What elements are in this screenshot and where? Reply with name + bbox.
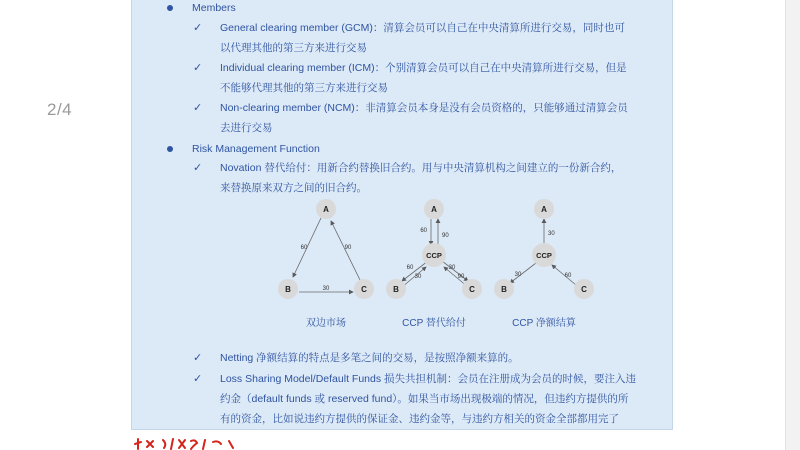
left-gutter [0,0,122,450]
check-icon: ✓ [193,162,203,174]
gcm-line-1: General clearing member (GCM)：清算会员可以自己在中央清算所进行交易，同时也可 [220,22,625,34]
loss-line-3: 有的资金，比如说违约方提供的保证金、违约金等，与违约方相关的资金全部都用完了 [220,413,619,425]
ncm-line-1: Non-clearing member (NCM)：非清算会员本身是没有会员资格的，只能够通过清算会员 [220,102,628,114]
node-c: C [469,285,475,294]
node-a: A [323,205,329,214]
node-b: B [285,285,291,294]
edge-label: 30 [548,231,555,237]
node-a: A [431,205,437,214]
edge-label: 30 [448,265,456,271]
node-c: C [581,285,587,294]
loss-line-1: Loss Sharing Model/Default Funds 损失共担机制：会员在注册成为会员的时候，要注入违 [220,373,637,385]
edge-label: 30 [514,272,522,278]
edge-label: 60 [564,273,572,279]
scrollbar-track[interactable] [785,0,800,450]
novation-line-2: 来替换原来双方之间的旧合约。 [220,182,367,194]
node-c: C [361,285,367,294]
node-b: B [501,285,507,294]
check-icon: ✓ [193,373,203,385]
netting-diagram [494,199,594,329]
gcm-line-2: 以代理其他的第三方来进行交易 [220,42,367,54]
loss-line-2: 约金（default funds 或 reserved fund）。如果当市场出现极端的情况，但违约方提供的所 [220,393,629,405]
caption-netting: CCP 净额结算 [512,318,576,329]
handwritten-annotation [133,436,273,450]
netting-line: Netting 净额结算的特点是多笔之间的交易，是按照净额来算的。 [220,352,519,364]
edge-label: 90 [442,233,449,239]
ncm-line-2: 去进行交易 [220,122,273,134]
caption-bilateral: 双边市场 [306,318,346,329]
bilateral-diagram [278,199,374,329]
node-ccp: CCP [536,251,552,260]
check-icon: ✓ [193,62,203,74]
check-icon: ✓ [193,352,203,364]
members-heading: Members [192,2,236,14]
node-a: A [541,205,547,214]
risk-heading: Risk Management Function [192,143,320,155]
check-icon: ✓ [193,22,203,34]
edge-label: 60 [406,265,414,271]
node-ccp: CCP [426,251,442,260]
edge-label: 60 [420,228,427,234]
document-page [131,0,673,430]
bullet-icon [167,5,173,11]
edge-label: 90 [457,274,465,280]
novation-line-1: Novation 替代给付：用新合约替换旧合约。用与中央清算机构之间建立的一份新合约， [220,162,622,174]
edge-label: 90 [344,245,352,251]
check-icon: ✓ [193,102,203,114]
page-indicator: 2/4 [47,100,73,119]
bullet-icon [167,146,173,152]
novation-diagram [386,199,482,329]
node-b: B [393,285,399,294]
clearing-diagrams [132,197,674,347]
icm-line-2: 不能够代理其他的第三方来进行交易 [220,82,388,94]
edge-label: 30 [322,286,330,292]
edge-label: 60 [300,245,308,251]
caption-novation: CCP 替代给付 [402,318,466,329]
icm-line-1: Individual clearing member (ICM)：个别清算会员可以自己在中央清算所进行交易，但是 [220,62,627,74]
edge-label: 30 [414,274,422,280]
